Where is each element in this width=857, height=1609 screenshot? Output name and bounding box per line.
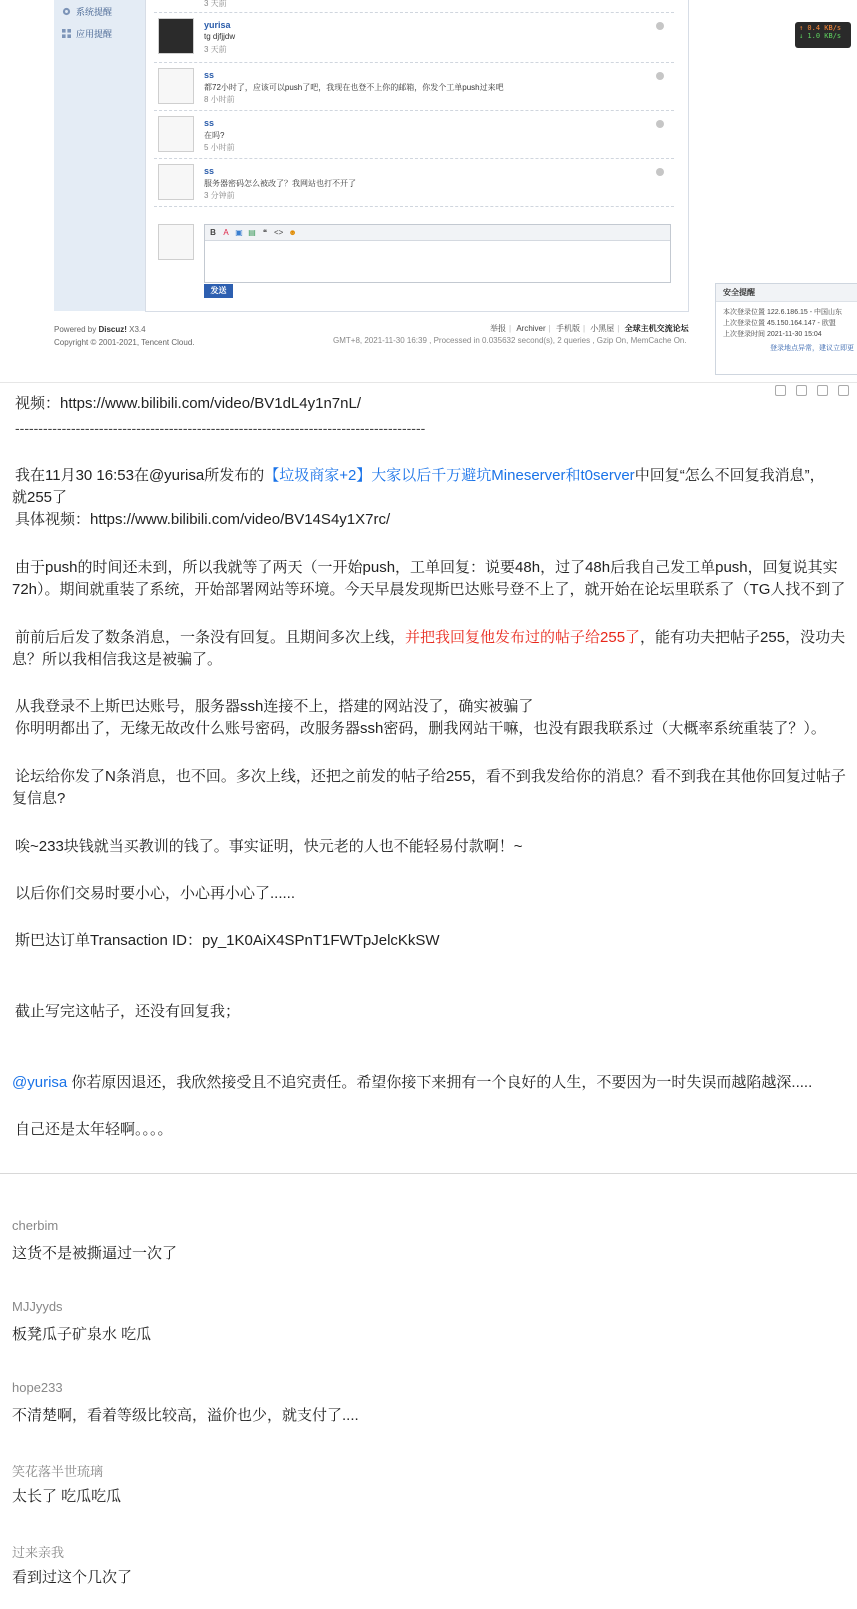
message-text: 在吗? [204,131,225,140]
message-time: 3 天前 [204,45,227,54]
font-color-icon[interactable]: A [223,228,229,237]
copyright: Copyright © 2001-2021, Tencent Cloud. [54,338,195,347]
comments-divider [0,1173,857,1174]
footer-link-archiver[interactable]: Archiver [516,324,546,333]
comment-username[interactable]: 笑花落半世琉璃 [12,1464,104,1479]
avatar[interactable] [158,116,194,152]
paragraph-2-line-2: 72h）。期间就重装了系统，开始部署网站等环境。今天早晨发现斯巴达账号登不上了，就开始在论坛里联系了（TG人找不到了 [12,581,846,598]
paragraph-6: 唉~233块钱就当买教训的钱了。事实证明，快元老的人也不能轻易付款啊！~ [15,838,523,855]
security-line: 本次登录位置 122.6.186.15 - 中国山东 [723,309,843,316]
link-icon[interactable]: ▤ [248,228,256,237]
message-author[interactable]: ss [204,70,215,80]
footer-link-report[interactable]: 举报 [490,324,506,333]
message-time: 8 小时前 [204,95,235,104]
paragraph-4-line-2: 你明明都出了，无缘无故改什么账号密码，改服务器ssh密码，删我网站干嘛，也没有跟我联系过（大概率系统重装了？）。 [15,720,826,737]
gear-icon [62,7,71,16]
message-item [154,62,674,111]
paragraph-3-line-1 [15,627,845,649]
avatar[interactable] [158,68,194,104]
comment-text: 看到过这个几次了 [12,1569,133,1586]
paragraph-9: 截止写完这帖子，还没有回复我； [15,1003,241,1020]
paragraph-1-line-1 [15,465,825,487]
delete-icon[interactable] [656,72,664,80]
message-author[interactable]: ss [204,118,215,128]
paragraph-4-line-1: 从我登录不上斯巴达账号，服务器ssh连接不上，搭建的网站没了，确实被骗了 [15,698,534,715]
mini-toolbar [775,385,849,396]
forum-sidebar [54,0,146,311]
footer-links: 举报 | Archiver | 手机版 | 小黑屋 | 全球主机交流论坛 [490,324,689,333]
reply-editor [154,220,674,300]
paragraph-5-line-1: 论坛给你发了N条消息，也不回。多次上线，还把之前发的帖子给255，看不到我发给你的消息？看不到我在其他你回复过帖子 [15,768,846,785]
message-item [154,12,674,63]
message-author[interactable]: yurisa [204,20,231,30]
quote-icon[interactable]: ❝ [262,228,268,237]
check-icon[interactable] [775,385,786,396]
message-time: 5 小时前 [204,143,235,152]
comment-text: 这货不是被撕逼过一次了 [12,1245,178,1262]
send-button[interactable]: 发送 [204,284,233,298]
code-icon[interactable]: <> [274,228,284,237]
video-link-1[interactable]: 视频：https://www.bilibili.com/video/BV1dL4y1n7nL/ [15,395,361,412]
paragraph-text: 我在11月30 16:53在@yurisa所发布的 [15,467,265,484]
sidebar-item-label: 应用提醒 [76,28,113,39]
share-icon[interactable] [796,385,807,396]
paragraph-text: 中回复“怎么不回复我消息”， [634,467,825,484]
security-title: 安全提醒 [716,284,857,302]
delete-icon[interactable] [656,168,664,176]
sidebar-item-label: 系统提醒 [76,6,113,17]
paragraph-5-line-2: 复信息? [12,790,66,807]
upload-speed: ↑ 0.4 KB/s [799,24,842,32]
paragraph-3-line-2: 息？所以我相信我这是被骗了。 [12,651,223,668]
paragraph-10 [12,1072,812,1094]
settings-icon[interactable] [817,385,828,396]
sidebar-item-apps[interactable] [54,22,145,44]
avatar[interactable] [158,18,194,54]
mention-link[interactable]: @yurisa [12,1074,68,1091]
post-link[interactable]: 【垃圾商家+2】大家以后千万避坑Mineserver和t0server [264,467,635,484]
security-line: 上次登录位置 45.150.164.147 - 欧盟 [723,320,836,327]
avatar[interactable] [158,164,194,200]
powered-by-version: X3.4 [126,325,146,334]
sidebar-item-system[interactable] [54,0,145,22]
network-speed-widget [795,22,851,48]
forum-footer-left [54,323,195,349]
comment-text: 不清楚啊，看着等级比较高，溢价也少，就支付了.... [12,1407,359,1424]
comment-username[interactable]: hope233 [12,1380,63,1395]
avatar [158,224,194,260]
security-line: 上次登录时间 2021-11-30 15:04 [723,331,822,338]
bold-icon[interactable]: B [210,228,216,237]
smiley-icon[interactable]: ☻ [288,228,297,237]
paragraph-2-line-1: 由于push的时间还未到，所以我就等了两天（一开始push，工单回复：说要48h，过了48h后我自己发工单push，回复说其实 [15,559,838,576]
message-item [154,110,674,159]
powered-by-prefix: Powered by [54,325,99,334]
highlight-text: 并把我回复他发布过的帖子给255了 [405,629,641,646]
paragraph-11: 自己还是太年轻啊。。。。 [15,1121,173,1138]
paragraph-text: ，能有功夫把帖子255，没功夫 [640,629,846,646]
footer-link-blackroom[interactable]: 小黑屋 [590,324,615,333]
menu-icon[interactable] [838,385,849,396]
message-item [154,158,674,207]
grid-icon [62,29,71,38]
comment-username[interactable]: cherbim [12,1218,59,1233]
message-time: 3 分钟前 [204,191,235,200]
dashed-separator: ---------------------------------------------------------------------------------------- [15,420,426,436]
divider [0,382,857,383]
footer-link-mobile[interactable]: 手机版 [555,324,580,333]
paragraph-7: 以后你们交易时要小心，小心再小心了...... [15,885,296,902]
comment-text: 板凳瓜子矿泉水 吃瓜 [12,1326,152,1343]
footer-gmt: GMT+8, 2021-11-30 16:39 , Processed in 0.035632 second(s), 2 queries , Gzip On, MemCache On. [333,336,687,345]
paragraph-1-line-2: 就255了 [12,489,68,506]
embedded-forum-screenshot [0,0,857,400]
delete-icon[interactable] [656,120,664,128]
message-text: tg djfjjdw [204,32,236,41]
delete-icon[interactable] [656,22,664,30]
reply-textarea[interactable] [204,224,671,283]
video-link-2[interactable]: 具体视频：https://www.bilibili.com/video/BV14S4y1X7rc/ [15,511,391,528]
download-speed: ↓ 1.0 KB/s [799,32,842,40]
editor-toolbar [205,225,670,241]
message-time: 3 天前 [204,0,227,8]
paragraph-8: 斯巴达订单Transaction ID：py_1K0AiX4SPnT1FWTpJelcKkSW [15,932,440,949]
security-link[interactable]: 登录地点异常，建议立即更 [770,345,854,352]
powered-by-brand[interactable]: Discuz! [98,325,127,334]
security-notice [715,283,857,375]
image-icon[interactable]: ▣ [235,228,243,237]
comment-text: 太长了 吃瓜吃瓜 [12,1488,122,1505]
message-author[interactable]: ss [204,166,215,176]
comment-username[interactable]: 过来亲我 [12,1545,65,1560]
footer-link-forum[interactable]: 全球主机交流论坛 [624,324,689,333]
message-text: 服务器密码怎么被改了？我网站也打不开了 [204,179,356,188]
message-text: 都72小时了，应该可以push了吧，我现在也登不上你的邮箱，你发个工单push过来吧 [204,83,504,92]
comment-username[interactable]: MJJyyds [12,1299,63,1314]
message-panel [145,0,689,312]
paragraph-text: 你若原因退还，我欣然接受且不追究责任。希望你接下来拥有一个良好的人生，不要因为一时失误而越陷越深..... [67,1074,813,1091]
paragraph-text: 前前后后发了数条消息，一条没有回复。且期间多次上线， [15,629,406,646]
